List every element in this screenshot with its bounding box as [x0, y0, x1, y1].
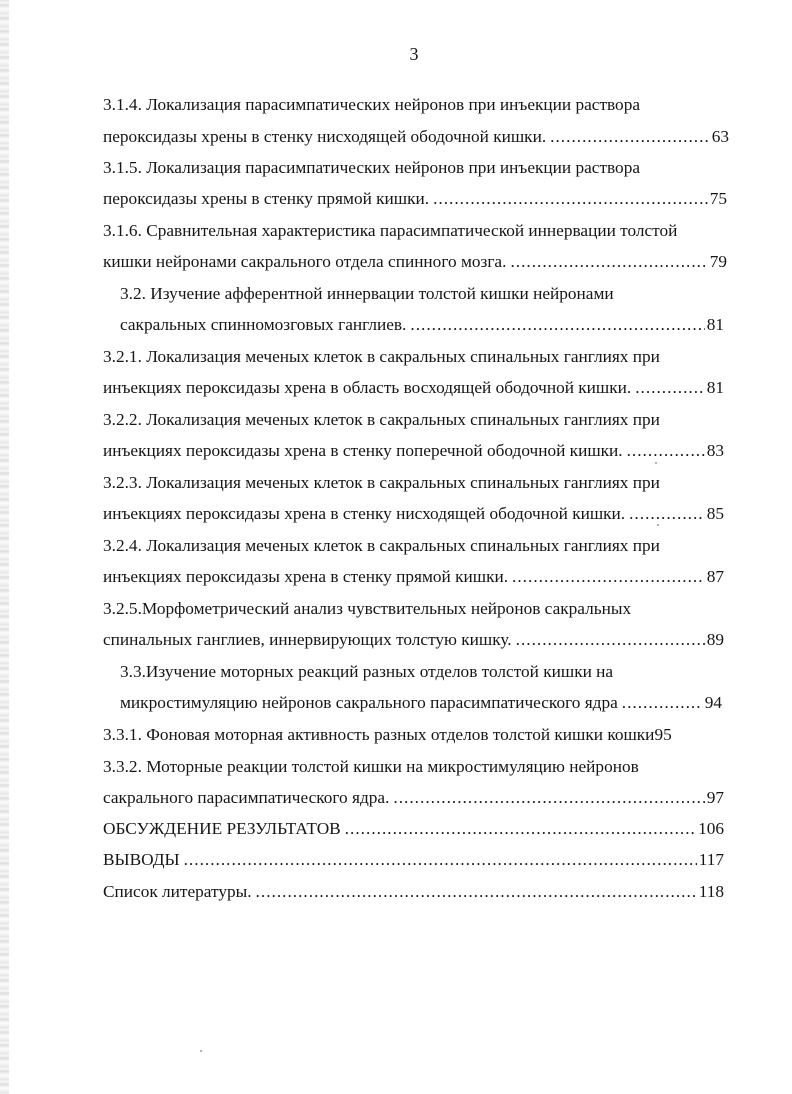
toc-entry-3-1-5-line1: 3.1.5. Локализация парасимпатических нейронов при инъекции раствора [103, 158, 641, 177]
toc-entry-3-3-line2 [120, 692, 722, 714]
toc-entry-3-2-5-line1: 3.2.5.Морфометрический анализ чувствительных нейронов сакральных [103, 599, 632, 618]
toc-entry-discussion [103, 818, 724, 840]
toc-page-number: 89 [706, 630, 724, 649]
dot-leader [184, 849, 697, 871]
toc-entry-conclusions [103, 849, 724, 871]
toc-entry-text: сакральных спинномозговых ганглиев. [120, 315, 407, 334]
toc-page-number: 63 [711, 127, 729, 146]
dot-leader [256, 881, 697, 903]
toc-entry-3-1-6-line1: 3.1.6. Сравнительная характеристика парасимпатической иннервации толстой [103, 221, 678, 240]
scan-speck [657, 524, 659, 526]
toc-entry-text: микростимуляцию нейронов сакрального парасимпатического ядра [120, 693, 618, 712]
toc-page-number: 95 [654, 725, 672, 744]
toc-entry-text: инъекциях пероксидазы хрена в стенку прямой кишки. [103, 567, 509, 586]
toc-entry-3-2-line1: 3.2. Изучение афферентной иннервации толстой кишки нейронами [120, 284, 614, 303]
toc-entry-3-1-5-line2 [103, 188, 727, 210]
toc-entry-3-2-4-line2 [103, 566, 724, 588]
scan-speck [655, 462, 657, 464]
dot-leader [433, 188, 708, 210]
dot-leader [510, 251, 707, 273]
toc-entry-text: Список литературы. [103, 882, 252, 901]
scan-speck [200, 1050, 202, 1052]
toc-entry-text: спинальных ганглиев, иннервирующих толстую кишку. [103, 630, 512, 649]
toc-page-number: 94 [704, 693, 722, 712]
toc-entry-text: пероксидазы хрены в стенку прямой кишки. [103, 189, 430, 208]
toc-entry-3-2-5-line2 [103, 629, 724, 651]
toc-entry-3-2-3-line2 [103, 503, 724, 525]
toc-page-number: 83 [706, 441, 724, 460]
toc-entry-3-3-2-line2 [103, 787, 724, 809]
page-number: 3 [409, 44, 419, 64]
toc-page-number: 97 [706, 788, 724, 807]
dot-leader [629, 503, 705, 525]
toc-entry-text: инъекциях пероксидазы хрена в область восходящей ободочной кишки. [103, 378, 632, 397]
toc-entry-3-1-4-line2 [103, 126, 729, 148]
toc-entry-references [103, 881, 724, 903]
toc-entry-3-3-1 [103, 724, 724, 746]
toc-entry-3-2-4-line1: 3.2.4. Локализация меченых клеток в сакральных спинальных ганглиях при [103, 536, 660, 555]
toc-page-number: 106 [698, 819, 724, 838]
toc-entry-text: инъекциях пероксидазы хрена в стенку нисходящей ободочной кишки. [103, 504, 626, 523]
toc-entry-3-2-1-line2 [103, 377, 724, 399]
toc-entry-text: ВЫВОДЫ [103, 850, 180, 869]
dot-leader [516, 629, 705, 651]
toc-page-number: 75 [709, 189, 727, 208]
toc-entry-text: кишки нейронами сакрального отдела спинного мозга. [103, 252, 507, 271]
toc-page-number: 85 [706, 504, 724, 523]
toc-entry-3-1-6-line2 [103, 251, 727, 273]
toc-entry-3-2-line2 [120, 314, 724, 336]
dot-leader [622, 692, 703, 714]
dot-leader [627, 440, 705, 462]
toc-page-number: 79 [709, 252, 727, 271]
toc-page-number: 81 [706, 378, 724, 397]
dot-leader [410, 314, 704, 336]
dot-leader [550, 126, 710, 148]
toc-page-number: 118 [698, 882, 724, 901]
toc-entry-text: ОБСУЖДЕНИЕ РЕЗУЛЬТАТОВ [103, 819, 341, 838]
dot-leader [512, 566, 705, 588]
toc-page-number: 87 [706, 567, 724, 586]
toc-entry-text: 3.3.1. Фоновая моторная активность разных отделов толстой кишки кошки [103, 725, 655, 744]
toc-page-number: 81 [706, 315, 724, 334]
dot-leader [393, 787, 704, 809]
toc-entry-3-1-4-line1: 3.1.4. Локализация парасимпатических нейронов при инъекции раствора [103, 95, 641, 114]
toc-entry-3-2-2-line2 [103, 440, 724, 462]
toc-entry-3-2-2-line1: 3.2.2. Локализация меченых клеток в сакральных спинальных ганглиях при [103, 410, 660, 429]
toc-page-number: 117 [698, 850, 724, 869]
dot-leader [345, 818, 696, 840]
toc-entry-3-2-3-line1: 3.2.3. Локализация меченых клеток в сакральных спинальных ганглиях при [103, 473, 660, 492]
toc-entry-3-2-1-line1: 3.2.1. Локализация меченых клеток в сакральных спинальных ганглиях при [103, 347, 660, 366]
toc-entry-3-3-2-line1: 3.3.2. Моторные реакции толстой кишки на микростимуляцию нейронов [103, 757, 639, 776]
dot-leader [635, 377, 705, 399]
toc-entry-text: пероксидазы хрены в стенку нисходящей ободочной кишки. [103, 127, 547, 146]
toc-entry-text: сакрального парасимпатического ядра. [103, 788, 390, 807]
toc-entry-3-3-line1: 3.3.Изучение моторных реакций разных отделов толстой кишки на [120, 662, 614, 681]
toc-entry-text: инъекциях пероксидазы хрена в стенку поперечной ободочной кишки. [103, 441, 623, 460]
